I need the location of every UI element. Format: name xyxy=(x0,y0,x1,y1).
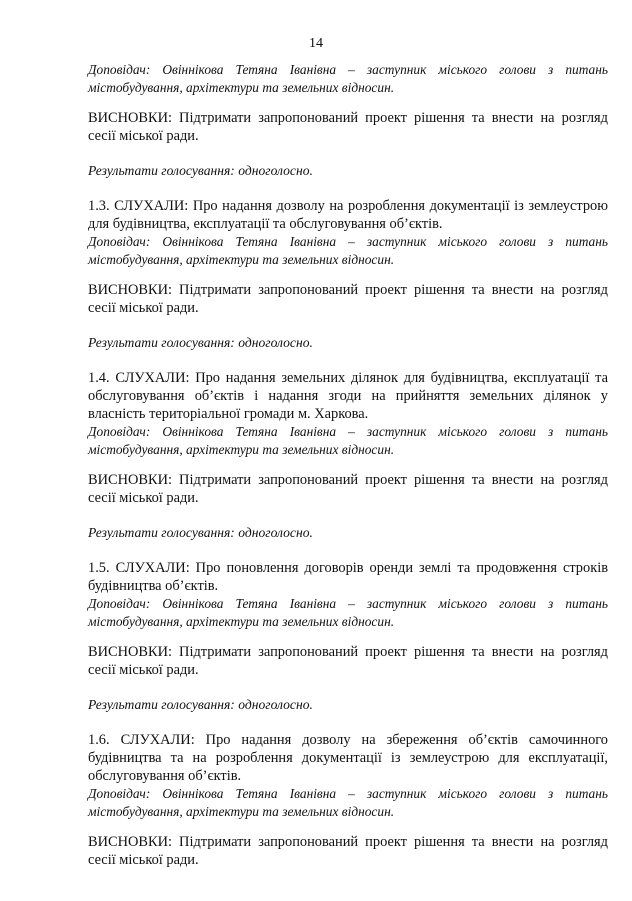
heard-item-1-3: 1.3. СЛУХАЛИ: Про надання дозволу на розроблення документації із землеустрою для будівництва, експлуатації та обслуговування об’єктів. xyxy=(88,198,608,232)
reporter-line: Доповідач: Овіннікова Тетяна Іванівна – заступник міського голови з питань містобудування, архітектури та земельних відносин. xyxy=(88,234,608,267)
conclusion-line: ВИСНОВКИ: Підтримати запропонований проект рішення та внести на розгляд сесії міської ради. xyxy=(88,472,608,506)
page-number: 14 xyxy=(309,36,323,51)
heard-item-1-5: 1.5. СЛУХАЛИ: Про поновлення договорів оренди землі та продовження строків будівництва об’єктів. xyxy=(88,560,608,594)
conclusion-line: ВИСНОВКИ: Підтримати запропонований проект рішення та внести на розгляд сесії міської ради. xyxy=(88,282,608,316)
reporter-line: Доповідач: Овіннікова Тетяна Іванівна – заступник міського голови з питань містобудування, архітектури та земельних відносин. xyxy=(88,786,608,819)
heard-item-1-4: 1.4. СЛУХАЛИ: Про надання земельних ділянок для будівництва, експлуатації та обслуговування об’єктів і надання згоди на прийняття земельних ділянок у власність територіальної громади м. Харкова. xyxy=(88,370,608,422)
conclusion-line: ВИСНОВКИ: Підтримати запропонований проект рішення та внести на розгляд сесії міської ради. xyxy=(88,644,608,678)
reporter-line: Доповідач: Овіннікова Тетяна Іванівна – заступник міського голови з питань містобудування, архітектури та земельних відносин. xyxy=(88,62,608,95)
voting-result: Результати голосування: одноголосно. xyxy=(88,697,313,712)
heard-item-1-6: 1.6. СЛУХАЛИ: Про надання дозволу на збереження об’єктів самочинного будівництва та на розроблення документації із землеустрою для експлуатації, обслуговування об’єктів. xyxy=(88,732,608,784)
voting-result: Результати голосування: одноголосно. xyxy=(88,335,313,350)
voting-result: Результати голосування: одноголосно. xyxy=(88,525,313,540)
conclusion-line: ВИСНОВКИ: Підтримати запропонований проект рішення та внести на розгляд сесії міської ради. xyxy=(88,834,608,868)
voting-result: Результати голосування: одноголосно. xyxy=(88,163,313,178)
reporter-line: Доповідач: Овіннікова Тетяна Іванівна – заступник міського голови з питань містобудування, архітектури та земельних відносин. xyxy=(88,424,608,457)
conclusion-line: ВИСНОВКИ: Підтримати запропонований проект рішення та внести на розгляд сесії міської ради. xyxy=(88,110,608,144)
reporter-line: Доповідач: Овіннікова Тетяна Іванівна – заступник міського голови з питань містобудування, архітектури та земельних відносин. xyxy=(88,596,608,629)
document-body xyxy=(88,61,608,869)
